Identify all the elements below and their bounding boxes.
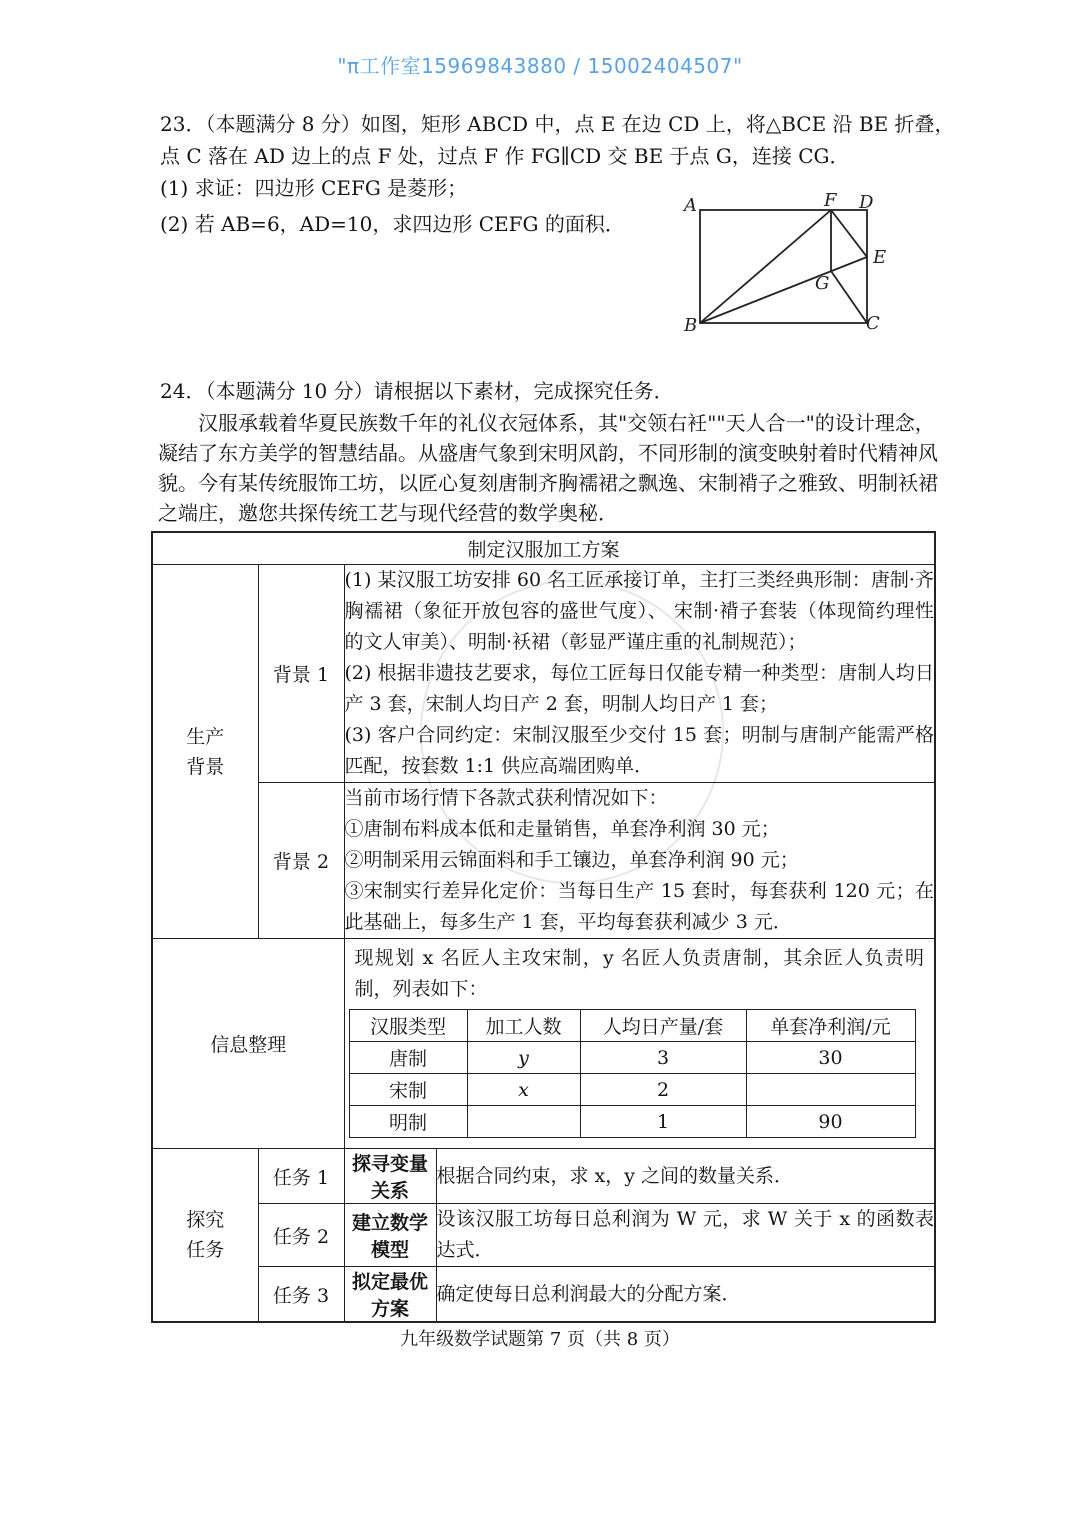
- section-info: 信息整理: [152, 939, 344, 1149]
- task-1-name: 探寻变量关系: [344, 1149, 436, 1204]
- bg2-content: [344, 783, 935, 939]
- table-title: 制定汉服加工方案: [152, 532, 935, 565]
- label-g: G: [815, 273, 830, 294]
- task-2-label: 任务 2: [258, 1204, 344, 1267]
- q24-intro: 汉服承载着华夏民族数千年的礼仪衣冠体系，其"交领右衽""天人合一"的设计理念，凝结了东方美学的智慧结晶。从盛唐气象到宋明风韵，不同形制的演变映射着时代精神风貌。今有某传统服饰工坊，以匠心复刻唐制齐胸襦裙之飘逸、宋制褙子之雅致、明制袄裙之端庄，邀您共探传统工艺与现代经营的数学奥秘．: [158, 411, 938, 525]
- plan-table: [151, 531, 936, 1323]
- segment-bf: [700, 210, 831, 323]
- q23-sub-2: (2) 若 AB=6，AD=10，求四边形 CEFG 的面积．: [160, 212, 625, 236]
- segment-gc: [831, 271, 867, 323]
- task-3-label: 任务 3: [258, 1267, 344, 1323]
- q24-title: 24．（本题满分 10 分）请根据以下素材，完成探究任务．: [160, 379, 674, 403]
- info-table: [349, 1009, 916, 1138]
- info-header: 人均日产量/套: [580, 1010, 746, 1042]
- label-e: E: [873, 247, 887, 268]
- task-1-label: 任务 1: [258, 1149, 344, 1204]
- section-production-background: 生产背景: [152, 565, 258, 939]
- segment-fe: [831, 210, 867, 257]
- table-row: 唐制 y 3 30: [349, 1042, 915, 1074]
- bg1-label: 背景 1: [258, 565, 344, 783]
- info-text: 现规划 x 名匠人主攻宋制，y 名匠人负责唐制，其余匠人负责明制，列表如下：: [354, 947, 925, 1000]
- bg2-label: 背景 2: [258, 783, 344, 939]
- bg1-item-1: (1) 某汉服工坊安排 60 名工匠承接订单，主打三类经典形制：唐制·齐胸襦裙（象征开放包容的盛世气度）、 宋制·褙子套装（体现简约理性的文人审美）、明制·袄裙（彰显严谨庄重的礼制规范）；: [344, 569, 935, 653]
- q23-line-1: 23．（本题满分 8 分）如图，矩形 ABCD 中，点 E 在边 CD 上，将△BCE 沿 BE 折叠，: [160, 112, 955, 136]
- bg2-item-0: 当前市场行情下各款式获利情况如下：: [344, 787, 668, 809]
- bg1-item-3: (3) 客户合同约定：宋制汉服至少交付 15 套；明制与唐制产能需严格匹配，按套数 1:1 供应高端团购单．: [344, 724, 935, 777]
- page-footer: 九年级数学试题第 7 页（共 8 页）: [400, 1329, 680, 1350]
- label-a: A: [684, 195, 697, 216]
- bg2-item-2: ②明制采用云锦面料和手工镶边，单套净利润 90 元；: [344, 849, 799, 871]
- info-header: 单套净利润/元: [746, 1010, 915, 1042]
- info-header: 汉服类型: [349, 1010, 467, 1042]
- label-f: F: [824, 190, 837, 211]
- task-2-name: 建立数学模型: [344, 1204, 436, 1267]
- segment-be: [700, 257, 867, 323]
- info-header: 加工人数: [467, 1010, 580, 1042]
- bg2-item-1: ①唐制布料成本低和走量销售，单套净利润 30 元；: [344, 818, 780, 840]
- info-content: [344, 939, 935, 1149]
- label-b: B: [684, 315, 698, 335]
- bg1-content: [344, 565, 935, 783]
- label-c: C: [866, 313, 880, 334]
- q23-sub-1: (1) 求证：四边形 CEFG 是菱形；: [160, 176, 468, 200]
- bg1-item-2: (2) 根据非遗技艺要求，每位工匠每日仅能专精一种类型：唐制人均日产 3 套，宋制人均日产 2 套，明制人均日产 1 套；: [344, 662, 935, 715]
- task-3-desc: 确定使每日总利润最大的分配方案．: [436, 1267, 935, 1323]
- task-2-desc: 设该汉服工坊每日总利润为 W 元，求 W 关于 x 的函数表达式．: [436, 1204, 935, 1267]
- table-row: 明制 1 90: [349, 1106, 915, 1138]
- task-1-desc: 根据合同约束，求 x，y 之间的数量关系．: [436, 1149, 935, 1204]
- q23-figure: [670, 185, 900, 335]
- label-d: D: [859, 192, 874, 213]
- task-3-name: 拟定最优方案: [344, 1267, 436, 1323]
- table-row: 宋制 x 2: [349, 1074, 915, 1106]
- section-tasks: 探究任务: [152, 1149, 258, 1323]
- q23-line-2: 点 C 落在 AD 边上的点 F 处，过点 F 作 FG∥CD 交 BE 于点 G，连接 CG．: [160, 144, 850, 168]
- watermark-header: "π工作室15969843880 / 15002404507": [337, 54, 743, 78]
- bg2-item-3: ③宋制实行差异化定价：当每日生产 15 套时，每套获利 120 元；在此基础上，每多生产 1 套，平均每套获利减少 3 元．: [344, 880, 935, 933]
